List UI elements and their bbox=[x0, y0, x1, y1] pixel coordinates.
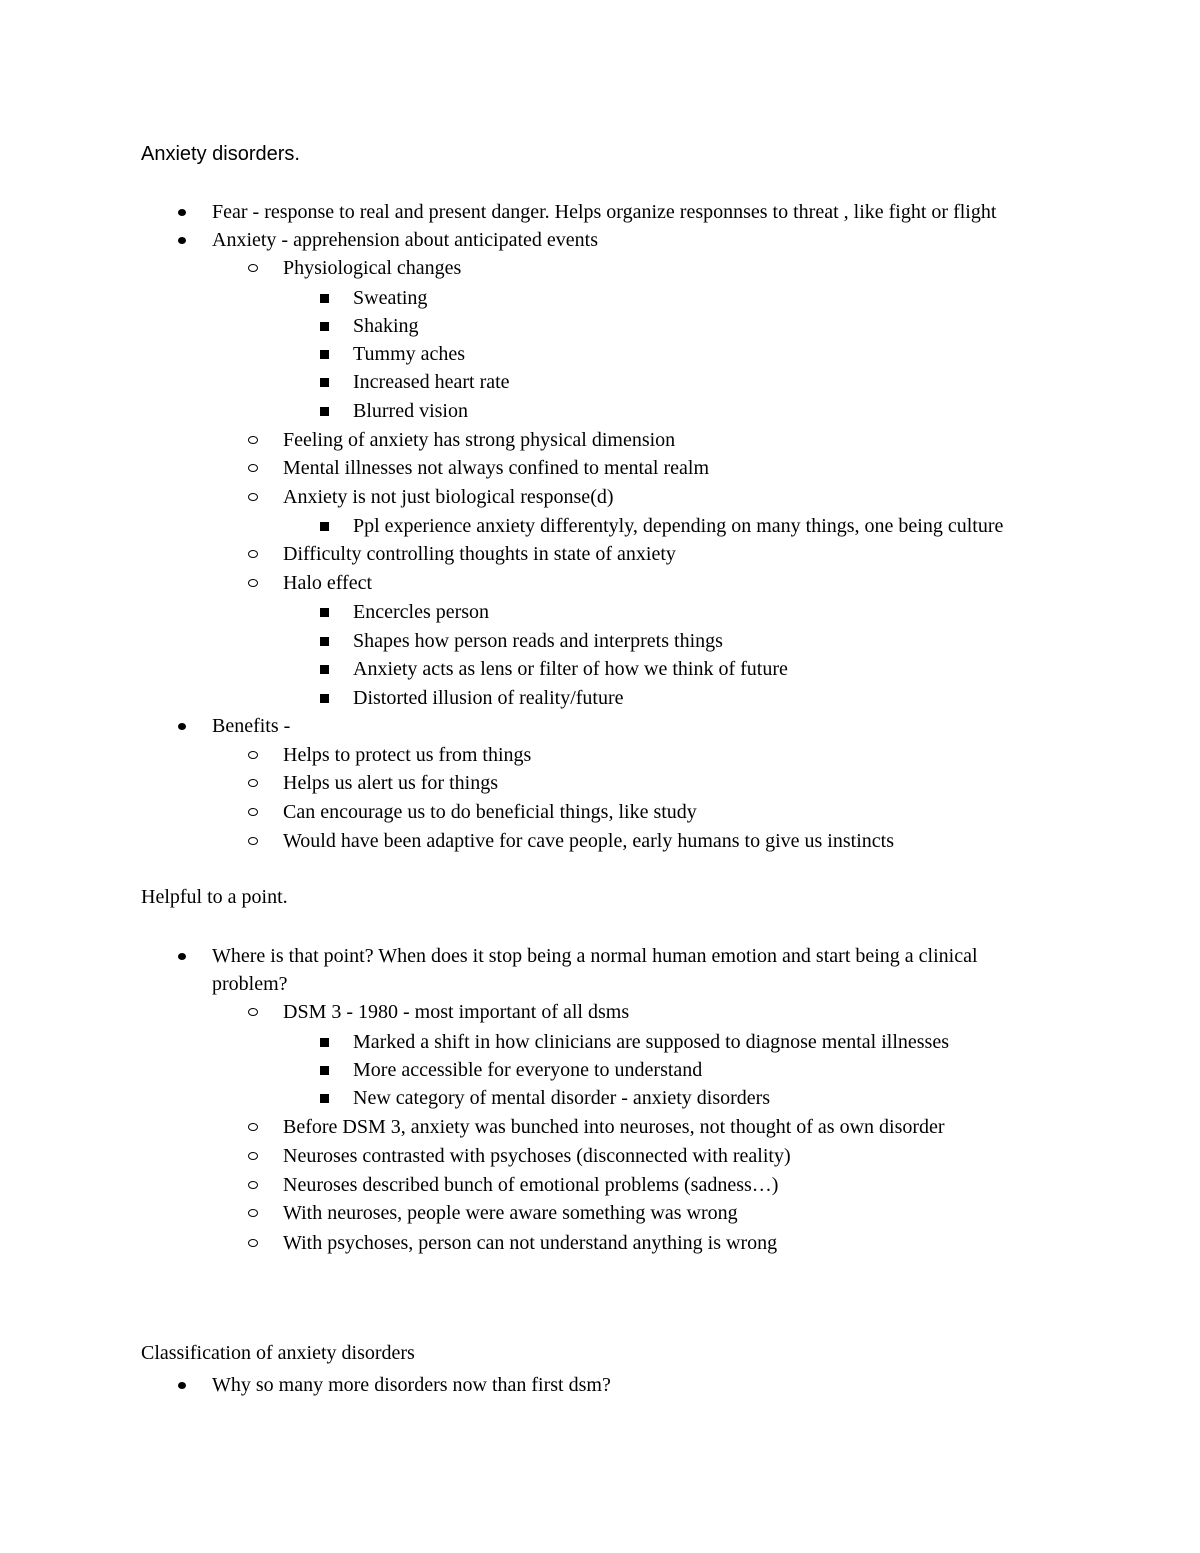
list-item: Anxiety acts as lens or filter of how we think of future bbox=[353, 655, 788, 683]
list-item: Anxiety is not just biological response(d) bbox=[283, 483, 614, 511]
hollow-circle-bullet-icon bbox=[247, 1142, 259, 1170]
list-item: Fear - response to real and present danger. Helps organize responnses to threat , like fight or flight bbox=[212, 198, 996, 226]
list-item: Helps to protect us from things bbox=[283, 741, 531, 769]
square-bullet-icon bbox=[318, 684, 330, 712]
square-bullet-icon bbox=[318, 627, 330, 655]
list-item: Marked a shift in how clinicians are supposed to diagnose mental illnesses bbox=[353, 1028, 949, 1056]
list-item: Shapes how person reads and interprets things bbox=[353, 627, 723, 655]
list-item: Helps us alert us for things bbox=[283, 769, 498, 797]
list-item: Encercles person bbox=[353, 598, 489, 626]
filled-circle-bullet-icon bbox=[177, 942, 187, 970]
list-item: Neuroses described bunch of emotional problems (sadness…) bbox=[283, 1171, 778, 1199]
hollow-circle-bullet-icon bbox=[247, 569, 259, 597]
hollow-circle-bullet-icon bbox=[247, 540, 259, 568]
list-item: Where is that point? When does it stop being a normal human emotion and start being a clinical problem? bbox=[212, 942, 1052, 998]
list-item: DSM 3 - 1980 - most important of all dsms bbox=[283, 998, 629, 1026]
square-bullet-icon bbox=[318, 598, 330, 626]
list-item: Why so many more disorders now than first dsm? bbox=[212, 1371, 611, 1399]
list-item: Physiological changes bbox=[283, 254, 461, 282]
list-item: Anxiety - apprehension about anticipated events bbox=[212, 226, 598, 254]
list-item: Increased heart rate bbox=[353, 368, 510, 396]
list-item: Blurred vision bbox=[353, 397, 468, 425]
list-item: Halo effect bbox=[283, 569, 372, 597]
hollow-circle-bullet-icon bbox=[247, 1113, 259, 1141]
hollow-circle-bullet-icon bbox=[247, 798, 259, 826]
list-item: Difficulty controlling thoughts in state of anxiety bbox=[283, 540, 676, 568]
hollow-circle-bullet-icon bbox=[247, 998, 259, 1026]
hollow-circle-bullet-icon bbox=[247, 1171, 259, 1199]
hollow-circle-bullet-icon bbox=[247, 254, 259, 282]
list-item: Mental illnesses not always confined to mental realm bbox=[283, 454, 709, 482]
square-bullet-icon bbox=[318, 340, 330, 368]
list-item: More accessible for everyone to understand bbox=[353, 1056, 702, 1084]
hollow-circle-bullet-icon bbox=[247, 483, 259, 511]
square-bullet-icon bbox=[318, 655, 330, 683]
list-item: With psychoses, person can not understand anything is wrong bbox=[283, 1229, 777, 1257]
hollow-circle-bullet-icon bbox=[247, 827, 259, 855]
list-item: New category of mental disorder - anxiety disorders bbox=[353, 1084, 770, 1112]
square-bullet-icon bbox=[318, 1028, 330, 1056]
square-bullet-icon bbox=[318, 1056, 330, 1084]
list-item: Shaking bbox=[353, 312, 419, 340]
paragraph-classification-of-anxiety-disorders: Classification of anxiety disorders bbox=[141, 1342, 415, 1364]
list-item: Ppl experience anxiety differentyly, depending on many things, one being culture bbox=[353, 512, 1003, 540]
list-item: Neuroses contrasted with psychoses (disconnected with reality) bbox=[283, 1142, 791, 1170]
hollow-circle-bullet-icon bbox=[247, 1199, 259, 1227]
square-bullet-icon bbox=[318, 368, 330, 396]
list-item: Feeling of anxiety has strong physical dimension bbox=[283, 426, 675, 454]
list-item: Can encourage us to do beneficial things, like study bbox=[283, 798, 697, 826]
section-title-anxiety-disorders: Anxiety disorders. bbox=[141, 143, 300, 165]
list-item: Sweating bbox=[353, 284, 427, 312]
hollow-circle-bullet-icon bbox=[247, 1229, 259, 1257]
square-bullet-icon bbox=[318, 312, 330, 340]
square-bullet-icon bbox=[318, 284, 330, 312]
square-bullet-icon bbox=[318, 397, 330, 425]
hollow-circle-bullet-icon bbox=[247, 454, 259, 482]
square-bullet-icon bbox=[318, 512, 330, 540]
list-item: Distorted illusion of reality/future bbox=[353, 684, 624, 712]
paragraph-helpful-to-a-point: Helpful to a point. bbox=[141, 886, 288, 908]
filled-circle-bullet-icon bbox=[177, 1371, 187, 1399]
filled-circle-bullet-icon bbox=[177, 198, 187, 226]
list-item: Benefits - bbox=[212, 712, 290, 740]
list-item: Before DSM 3, anxiety was bunched into neuroses, not thought of as own disorder bbox=[283, 1113, 945, 1141]
filled-circle-bullet-icon bbox=[177, 712, 187, 740]
hollow-circle-bullet-icon bbox=[247, 426, 259, 454]
list-item: Tummy aches bbox=[353, 340, 465, 368]
hollow-circle-bullet-icon bbox=[247, 769, 259, 797]
square-bullet-icon bbox=[318, 1084, 330, 1112]
filled-circle-bullet-icon bbox=[177, 226, 187, 254]
list-item: With neuroses, people were aware something was wrong bbox=[283, 1199, 738, 1227]
list-item: Would have been adaptive for cave people, early humans to give us instincts bbox=[283, 827, 894, 855]
hollow-circle-bullet-icon bbox=[247, 741, 259, 769]
